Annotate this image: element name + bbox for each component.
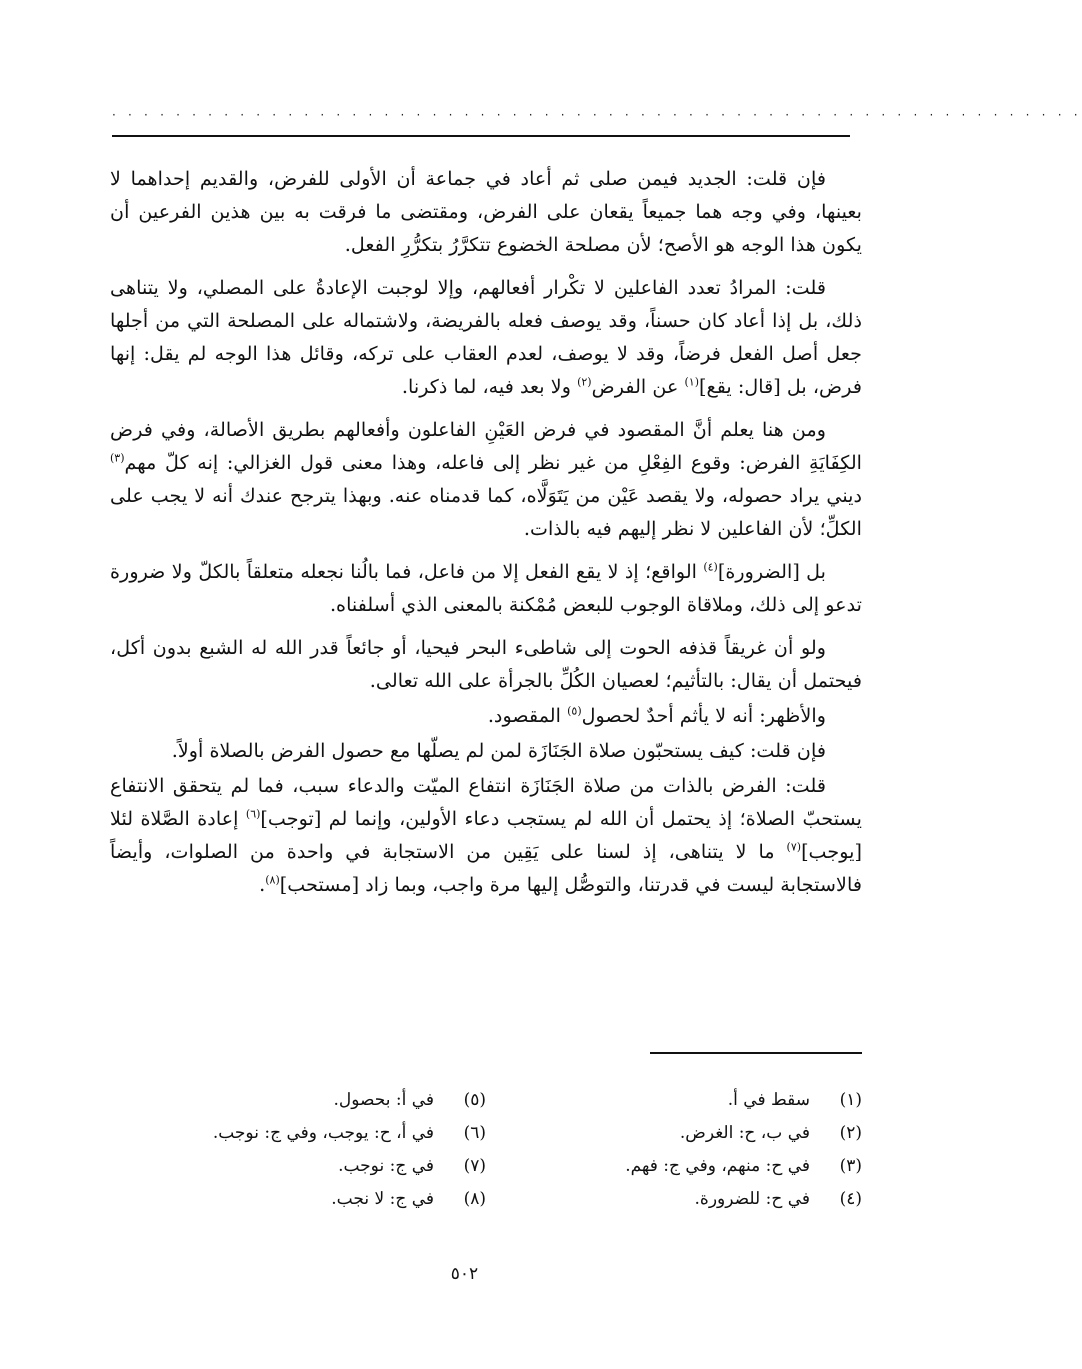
footnote-ref-7: (٧) xyxy=(786,840,802,854)
footnote-item: (٧)في ج: نوجب. xyxy=(338,1156,486,1176)
footnote-ref-3: (٣) xyxy=(110,451,125,465)
footnote-item: (٢)في ب، ح: الغرض. xyxy=(679,1123,862,1143)
footnote-item: (٤)في ح: للضرورة. xyxy=(694,1189,862,1209)
footnote-ref-5: (٥) xyxy=(567,704,582,718)
footnotes xyxy=(110,1084,862,1216)
paragraph-3: ومن هنا يعلم أنَّ المقصود في فرض العَيْنِ الفاعلون وأفعالهم بطريق الأصالة، وفي فرض الكِفَايَةِ الفرض: وقوع الفِعْلِ من غير نظر إلى فاعله، وهذا معنى قول الغزالي: إنه كلّ مهم$^{(٣)}$ ديني يراد حصوله، ولا يقصد عَيْن من يَتَوَلَّاه، كما قدمناه عنه. وبهذا يترجح عندك أنه لا يجب على الكلِّ؛ لأن الفاعلين لا نظر إليهم فيه بالذات. xyxy=(110,418,862,540)
footnote-item: (٦)في أ، ح: يوجب، وفي ج: نوجب. xyxy=(212,1123,486,1143)
paragraph-1: فإن قلت: الجديد فيمن صلى ثم أعاد في جماعة أن الأولى للفرض، والقديم إحداهما لا بعينها، وفي وجه هما جميعاً يقعان على الفرض، ومقتضى ما فرقت به بين هذين الفرعين أن يكون هذا الوجه هو الأصح؛ لأن مصلحة الخضوع تتكرَّرُ بتكرُّرِ الفعل. xyxy=(110,167,862,256)
footnote-ref-8: (٨) xyxy=(265,873,280,887)
paragraph-2: قلت: المرادُ تعدد الفاعلين لا تكْرار أفعالهم، وإلا لوجبت الإعادةُ على المصلي، ولا يتناهى ذلك، بل إذا أعاد كان حسناً، وقد يوصف فعله بالفريضة، ولاشتماله على المصلحة التي من أجلها جعل أصل الفعل فرضاً، وقد لا يوصف، لعدم العقاب على تركه، وقائل هذا الوجه لم يقل: إنها فرض، بل [قال: يقع]$^{(١)}$ عن الفرض$^{(٢)}$ ولا بعد فيه، لما ذكرنا. xyxy=(110,276,862,398)
footnote-item: (٨)في ج: لا نجب. xyxy=(331,1189,486,1209)
footnote-ref-6: (٦) xyxy=(245,807,261,821)
footnote-ref-1: (١) xyxy=(684,375,700,389)
paragraph-6: والأظهر: أنه لا يأثم أحدٌ لحصول$^{(٥)}$ المقصود. xyxy=(487,704,826,727)
paragraph-5: ولو أن غريقاً قذفه الحوت إلى شاطىء البحر فيحيا، أو جائعاً قدر الله له الشبع بدون أكل، فيحتمل أن يقال: بالتأثيم؛ لعصيان الكُلِّ بالجرأة على الله تعالى. xyxy=(110,636,862,692)
paragraph-4: بل [الضرورة]$^{(٤)}$ الواقع؛ إذ لا يقع الفعل إلا من فاعل، فما بالُنا نجعله متعلقاً بالكلّ ولا ضرورة تدعو إلى ذلك، وملاقاة الوجوب للبعض مُمْكنة بالمعنى الذي أسلفناه. xyxy=(110,560,862,616)
footnote-item: (٣)في ح: منهم، وفي ج: فهم. xyxy=(625,1156,862,1176)
main-text xyxy=(110,162,862,901)
header-dotted-line: · · · · · · · · · · · · · · · · · · · · · · · · · · · · · · · · · · · · · · · · · · · · · · · · · · · · · · · · · · · · · xyxy=(112,108,1082,122)
footnote-rule xyxy=(650,1052,862,1054)
footnote-ref-4: (٤) xyxy=(703,560,718,574)
footnote-ref-2: (٢) xyxy=(577,375,592,389)
header-rule xyxy=(112,135,850,137)
footnote-item: (١)سقط في أ. xyxy=(727,1090,862,1110)
footnote-item: (٥)في أ: بحصول. xyxy=(333,1090,486,1110)
paragraph-7: فإن قلت: كيف يستحبّون صلاة الجَنَازَة لمن لم يصلّها مع حصول الفرض بالصلاة أولاً. xyxy=(171,739,826,762)
page-number: ٥٠٢ xyxy=(450,1264,479,1284)
paragraph-8: قلت: الفرض بالذات من صلاة الجَنَازَة انتفاع الميّت والدعاء سبب، فما لم يتحقق الانتفاع يستحبّ الصلاة؛ إذ يحتمل أن الله لم يستجب دعاء الأولين، وإنما لم [توجب]$^{(٦)}$ إعادة الصَّلاة لئلا [يوجب]$^{(٧)}$ ما لا يتناهى، إذ لسنا على يَقِين من الاستجابة في واحدة من الصلوات، وأيضاً فالاستجابة ليست في قدرتنا، والتوصُّل إليها مرة واجب، وبما زاد [مستحب]$^{(٨)}$. xyxy=(110,774,862,896)
